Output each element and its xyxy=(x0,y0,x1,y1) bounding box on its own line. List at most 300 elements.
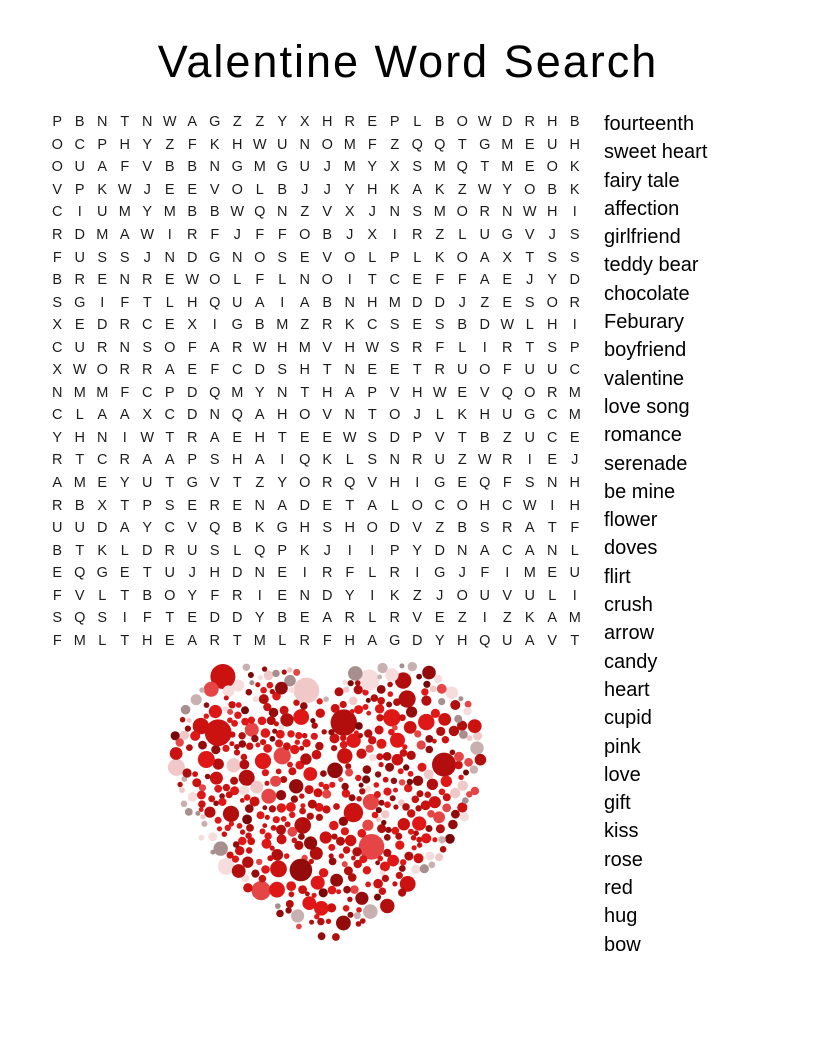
grid-letter: U xyxy=(74,339,85,356)
grid-letter: R xyxy=(119,452,130,469)
grid-letter: P xyxy=(412,429,423,446)
grid-letter: E xyxy=(187,610,198,627)
heart-dot xyxy=(365,786,371,792)
grid-letter: A xyxy=(479,249,490,266)
grid-letter: I xyxy=(415,565,420,582)
grid-letter: F xyxy=(142,610,152,627)
grid-letter: B xyxy=(322,294,333,311)
heart-dot xyxy=(240,798,245,803)
heart-dot xyxy=(287,730,294,737)
grid-letter: S xyxy=(389,339,400,356)
grid-letter: R xyxy=(412,227,423,243)
grid-letter: B xyxy=(74,114,85,131)
grid-letter: N xyxy=(389,204,400,221)
grid-letter: W xyxy=(432,384,447,401)
grid-letter: F xyxy=(480,565,490,582)
heart-dot xyxy=(180,731,189,740)
heart-dot xyxy=(312,750,322,760)
grid-letter: N xyxy=(142,114,153,131)
heart-dot xyxy=(190,731,200,741)
heart-dot xyxy=(475,754,487,766)
heart-dot xyxy=(280,776,287,783)
grid-letter: I xyxy=(347,272,352,289)
grid-letter: F xyxy=(570,520,580,537)
grid-letter: R xyxy=(524,114,535,131)
heart-dot xyxy=(333,803,340,810)
heart-dot xyxy=(352,847,361,856)
grid-letter: O xyxy=(209,272,221,289)
grid-letter: D xyxy=(187,249,198,266)
heart-dot xyxy=(215,817,222,824)
grid-letter: E xyxy=(569,429,580,446)
grid-letter: J xyxy=(301,181,309,198)
heart-dot xyxy=(463,770,469,776)
heart-dot xyxy=(208,795,215,802)
grid-letter: H xyxy=(547,317,558,334)
heart-dot xyxy=(450,750,456,756)
heart-dot xyxy=(260,739,266,745)
grid-letter: D xyxy=(389,520,400,537)
heart-dot xyxy=(327,763,343,779)
grid-letter: Q xyxy=(74,565,86,582)
heart-dot xyxy=(348,873,357,882)
grid-letter: E xyxy=(412,272,423,289)
heart-dot xyxy=(393,804,398,809)
grid-letter: L xyxy=(458,339,467,356)
grid-letter: H xyxy=(389,475,400,492)
heart-dot xyxy=(305,892,310,897)
heart-dot xyxy=(457,802,467,812)
heart-dot xyxy=(363,765,372,774)
grid-letter: Y xyxy=(344,587,355,604)
heart-dot xyxy=(323,784,330,791)
grid-letter: S xyxy=(547,249,558,266)
grid-letter: B xyxy=(254,317,265,334)
heart-dot xyxy=(241,754,248,761)
grid-letter: E xyxy=(52,565,63,582)
grid-letter: O xyxy=(456,587,468,604)
grid-letter: Y xyxy=(119,475,130,492)
heart-dot xyxy=(470,741,483,754)
grid-letter: I xyxy=(122,429,127,446)
heart-dot xyxy=(390,795,396,801)
heart-dot xyxy=(342,861,348,867)
grid-letter: O xyxy=(51,136,63,153)
grid-letter: B xyxy=(209,204,220,221)
grid-letter: T xyxy=(367,272,377,289)
heart-dot xyxy=(316,814,323,821)
heart-dot xyxy=(375,860,380,865)
grid-letter: R xyxy=(434,362,445,379)
grid-letter: T xyxy=(277,429,287,446)
heart-dot xyxy=(214,785,222,793)
heart-dot xyxy=(223,685,235,697)
heart-dot xyxy=(393,698,401,706)
grid-letter: O xyxy=(456,114,468,131)
grid-letter: Y xyxy=(142,204,153,221)
grid-letter: E xyxy=(164,317,175,334)
heart-dot xyxy=(341,827,349,835)
grid-letter: O xyxy=(479,362,491,379)
heart-dot xyxy=(289,687,295,693)
grid-letter: A xyxy=(367,632,378,649)
grid-letter: J xyxy=(571,452,579,469)
grid-letter: H xyxy=(322,114,333,131)
grid-letter: T xyxy=(345,497,355,514)
grid-letter: S xyxy=(119,249,130,266)
heart-dot xyxy=(246,847,253,854)
heart-dot xyxy=(205,719,232,746)
heart-dot xyxy=(400,859,406,865)
grid-letter: F xyxy=(52,249,62,266)
grid-letter: A xyxy=(479,272,490,289)
heart-dot xyxy=(294,678,320,704)
heart-dot xyxy=(417,740,426,749)
grid-letter: S xyxy=(322,520,333,537)
grid-letter: W xyxy=(162,114,177,131)
heart-dot xyxy=(354,685,363,694)
grid-letter: E xyxy=(502,294,513,311)
heart-dot xyxy=(399,663,404,668)
heart-dot xyxy=(412,816,426,830)
grid-letter: O xyxy=(299,227,311,243)
grid-letter: T xyxy=(457,429,467,446)
heart-dot xyxy=(223,784,230,791)
grid-letter: M xyxy=(343,159,356,176)
heart-dot xyxy=(395,833,402,840)
grid-letter: W xyxy=(522,497,537,514)
heart-dot xyxy=(265,815,270,820)
heart-dot xyxy=(420,864,429,873)
word-list-item: Feburary xyxy=(604,311,685,334)
heart-dot xyxy=(375,771,381,777)
heart-dot xyxy=(331,704,340,713)
grid-letter: J xyxy=(526,272,534,289)
grid-letter: J xyxy=(233,227,241,243)
word-list-item: arrow xyxy=(604,622,655,645)
grid-letter: X xyxy=(187,317,198,334)
heart-dot xyxy=(246,743,253,750)
heart-dot xyxy=(383,709,400,726)
heart-dot xyxy=(377,675,382,680)
grid-letter: S xyxy=(164,497,175,514)
grid-letter: I xyxy=(347,542,352,559)
grid-letter: N xyxy=(299,136,310,153)
heart-dot xyxy=(363,866,371,874)
grid-letter: A xyxy=(187,114,198,131)
grid-letter: V xyxy=(322,249,333,266)
grid-letter: Y xyxy=(187,587,198,604)
grid-letter: S xyxy=(569,249,580,266)
grid-letter: W xyxy=(365,339,380,356)
grid-letter: S xyxy=(479,520,490,537)
grid-letter: W xyxy=(252,339,267,356)
grid-letter: E xyxy=(277,587,288,604)
grid-letter: M xyxy=(253,632,266,649)
word-list-item: chocolate xyxy=(604,282,690,305)
heart-dot xyxy=(322,729,327,734)
word-list-item: gift xyxy=(604,792,631,815)
heart-dot xyxy=(218,798,226,806)
grid-letter: Z xyxy=(435,227,445,243)
heart-dot xyxy=(179,787,185,793)
grid-letter: M xyxy=(73,475,86,492)
grid-letter: I xyxy=(505,565,510,582)
grid-letter: H xyxy=(322,384,333,401)
grid-letter: F xyxy=(435,339,445,356)
word-list-item: be mine xyxy=(604,480,676,503)
heart-dot xyxy=(188,792,198,802)
grid-letter: E xyxy=(434,610,445,627)
grid-letter: E xyxy=(187,181,198,198)
word-list-item: pink xyxy=(604,735,641,758)
heart-dot xyxy=(289,891,295,897)
word-list-item: fourteenth xyxy=(604,113,695,135)
grid-letter: L xyxy=(413,114,422,131)
heart-dot xyxy=(208,832,217,841)
grid-letter: E xyxy=(457,475,468,492)
grid-letter: Z xyxy=(502,610,512,627)
grid-letter: W xyxy=(72,362,87,379)
grid-letter: X xyxy=(299,114,310,131)
grid-letter: I xyxy=(100,294,105,311)
grid-letter: U xyxy=(547,362,558,379)
grid-letter: M xyxy=(73,632,86,649)
grid-letter: X xyxy=(502,249,513,266)
heart-dot xyxy=(407,779,413,785)
grid-letter: M xyxy=(501,159,514,176)
grid-letter: Q xyxy=(456,159,468,176)
heart-dot xyxy=(368,736,376,744)
heart-dot xyxy=(285,821,291,827)
heart-dot xyxy=(289,812,295,818)
grid-letter: K xyxy=(344,317,355,334)
heart-dot xyxy=(408,829,414,835)
grid-letter: I xyxy=(572,587,577,604)
heart-dot xyxy=(422,666,436,680)
grid-letter: I xyxy=(257,587,262,604)
word-list-item: rose xyxy=(604,848,643,871)
grid-letter: A xyxy=(164,362,175,379)
heart-dot xyxy=(336,837,345,846)
grid-letter: O xyxy=(546,159,558,176)
heart-dot xyxy=(366,711,371,716)
heart-dot xyxy=(335,687,344,696)
grid-letter: Y xyxy=(344,181,355,198)
grid-letter: M xyxy=(276,317,289,334)
grid-letter: H xyxy=(119,136,130,153)
grid-letter: S xyxy=(97,249,108,266)
grid-letter: F xyxy=(457,272,467,289)
grid-letter: M xyxy=(253,159,266,176)
grid-letter: E xyxy=(299,429,310,446)
grid-letter: V xyxy=(322,407,333,424)
heart-dot xyxy=(467,735,473,741)
heart-dot xyxy=(339,853,344,858)
grid-letter: V xyxy=(479,384,490,401)
grid-letter: X xyxy=(52,362,63,379)
grid-letter: G xyxy=(74,294,86,311)
grid-letter: M xyxy=(501,136,514,153)
heart-dot xyxy=(284,853,290,859)
heart-dot xyxy=(376,714,383,721)
heart-dot xyxy=(463,707,471,715)
grid-letter: L xyxy=(390,497,399,514)
grid-letter: C xyxy=(389,272,400,289)
heart-dot xyxy=(429,862,436,869)
heart-dot xyxy=(437,684,447,694)
heart-dot xyxy=(393,788,398,793)
heart-dot xyxy=(328,729,334,735)
word-list-item: bow xyxy=(604,933,641,956)
grid-letter: P xyxy=(277,542,288,559)
grid-letter: W xyxy=(140,429,155,446)
heart-dot xyxy=(269,805,276,812)
grid-letter: H xyxy=(547,114,558,131)
heart-dot xyxy=(377,685,386,694)
heart-dot xyxy=(243,664,250,671)
grid-letter: A xyxy=(344,384,355,401)
heart-dot xyxy=(402,803,410,811)
heart-dot xyxy=(255,682,260,687)
grid-letter: Z xyxy=(165,136,175,153)
heart-dot xyxy=(385,668,398,681)
grid-letter: K xyxy=(457,407,468,424)
grid-letter: P xyxy=(74,181,85,198)
grid-letter: B xyxy=(569,114,580,131)
heart-dot xyxy=(355,775,361,781)
heart-dot xyxy=(383,849,391,857)
heart-dot xyxy=(309,920,314,925)
grid-letter: E xyxy=(164,181,175,198)
grid-letter: D xyxy=(502,114,513,131)
heart-dot xyxy=(425,735,433,743)
grid-letter: C xyxy=(52,339,63,356)
grid-letter: M xyxy=(96,227,109,243)
heart-dot xyxy=(356,907,362,913)
grid-letter: G xyxy=(434,565,446,582)
grid-letter: Y xyxy=(502,181,513,198)
grid-letter: N xyxy=(299,587,310,604)
grid-letter: R xyxy=(187,429,198,446)
heart-dot xyxy=(343,905,350,912)
grid-letter: Y xyxy=(52,429,63,446)
word-list-item: serenade xyxy=(604,452,688,475)
grid-letter: H xyxy=(277,407,288,424)
grid-letter: W xyxy=(477,452,492,469)
heart-dot xyxy=(380,862,390,872)
heart-dot xyxy=(369,754,376,761)
heart-dot xyxy=(354,705,363,714)
heart-dot xyxy=(303,767,317,781)
grid-letter: U xyxy=(52,520,63,537)
grid-letter: A xyxy=(97,159,108,176)
grid-letter: U xyxy=(187,542,198,559)
heart-dot xyxy=(213,801,219,807)
grid-letter: F xyxy=(52,587,62,604)
word-list-item: girlfriend xyxy=(604,226,681,249)
grid-letter: C xyxy=(434,497,445,514)
grid-letter: F xyxy=(210,227,220,243)
word-list-item: red xyxy=(604,877,633,900)
heart-dot xyxy=(329,858,337,866)
heart-dot xyxy=(276,790,286,800)
grid-letter: Q xyxy=(501,384,513,401)
grid-letter: T xyxy=(480,159,490,176)
heart-dot xyxy=(269,882,285,898)
grid-letter: T xyxy=(232,632,242,649)
grid-letter: I xyxy=(392,227,397,243)
grid-letter: I xyxy=(550,497,555,514)
heart-dot xyxy=(258,717,267,726)
grid-letter: O xyxy=(546,294,558,311)
grid-letter: S xyxy=(524,475,535,492)
grid-letter: V xyxy=(389,384,400,401)
grid-letter: H xyxy=(74,429,85,446)
heart-dot xyxy=(458,696,463,701)
grid-letter: P xyxy=(97,136,108,153)
heart-dot xyxy=(412,796,420,804)
heart-dot xyxy=(345,763,351,769)
grid-letter: B xyxy=(277,610,288,627)
grid-letter: S xyxy=(389,317,400,334)
heart-dot xyxy=(466,791,472,797)
grid-letter: S xyxy=(277,249,288,266)
heart-dot xyxy=(240,760,250,770)
heart-dot xyxy=(200,814,205,819)
grid-letter: V xyxy=(52,181,63,198)
grid-letter: M xyxy=(118,204,131,221)
heart-dot xyxy=(350,709,355,714)
heart-dot xyxy=(255,743,260,748)
grid-letter: O xyxy=(299,407,311,424)
grid-letter: U xyxy=(74,159,85,176)
grid-letter: L xyxy=(165,294,174,311)
grid-letter: H xyxy=(569,475,580,492)
grid-letter: U xyxy=(74,520,85,537)
grid-letter: F xyxy=(255,272,265,289)
grid-letter: L xyxy=(278,632,287,649)
grid-letter: S xyxy=(97,610,108,627)
heart-dot xyxy=(403,764,409,770)
heart-dot xyxy=(232,864,246,878)
grid-letter: J xyxy=(413,407,421,424)
grid-letter: E xyxy=(367,362,378,379)
heart-dot xyxy=(340,735,346,741)
heart-dot xyxy=(248,672,254,678)
grid-letter: O xyxy=(366,520,378,537)
heart-dot xyxy=(197,791,206,800)
heart-dot xyxy=(320,770,327,777)
grid-letter: A xyxy=(322,610,333,627)
heart-dot xyxy=(385,827,391,833)
grid-letter: Y xyxy=(142,136,153,153)
heart-dot xyxy=(400,749,408,757)
heart-dot xyxy=(343,686,349,692)
grid-letter: Y xyxy=(142,520,153,537)
grid-letter: X xyxy=(344,204,355,221)
grid-letter: I xyxy=(415,475,420,492)
grid-letter: D xyxy=(479,317,490,334)
grid-letter: T xyxy=(75,452,85,469)
heart-dot xyxy=(398,889,406,897)
heart-dot xyxy=(253,696,259,702)
grid-letter: E xyxy=(119,565,130,582)
grid-letter: L xyxy=(278,272,287,289)
heart-dot xyxy=(317,918,324,925)
grid-letter: F xyxy=(435,272,445,289)
heart-dot xyxy=(432,739,437,744)
